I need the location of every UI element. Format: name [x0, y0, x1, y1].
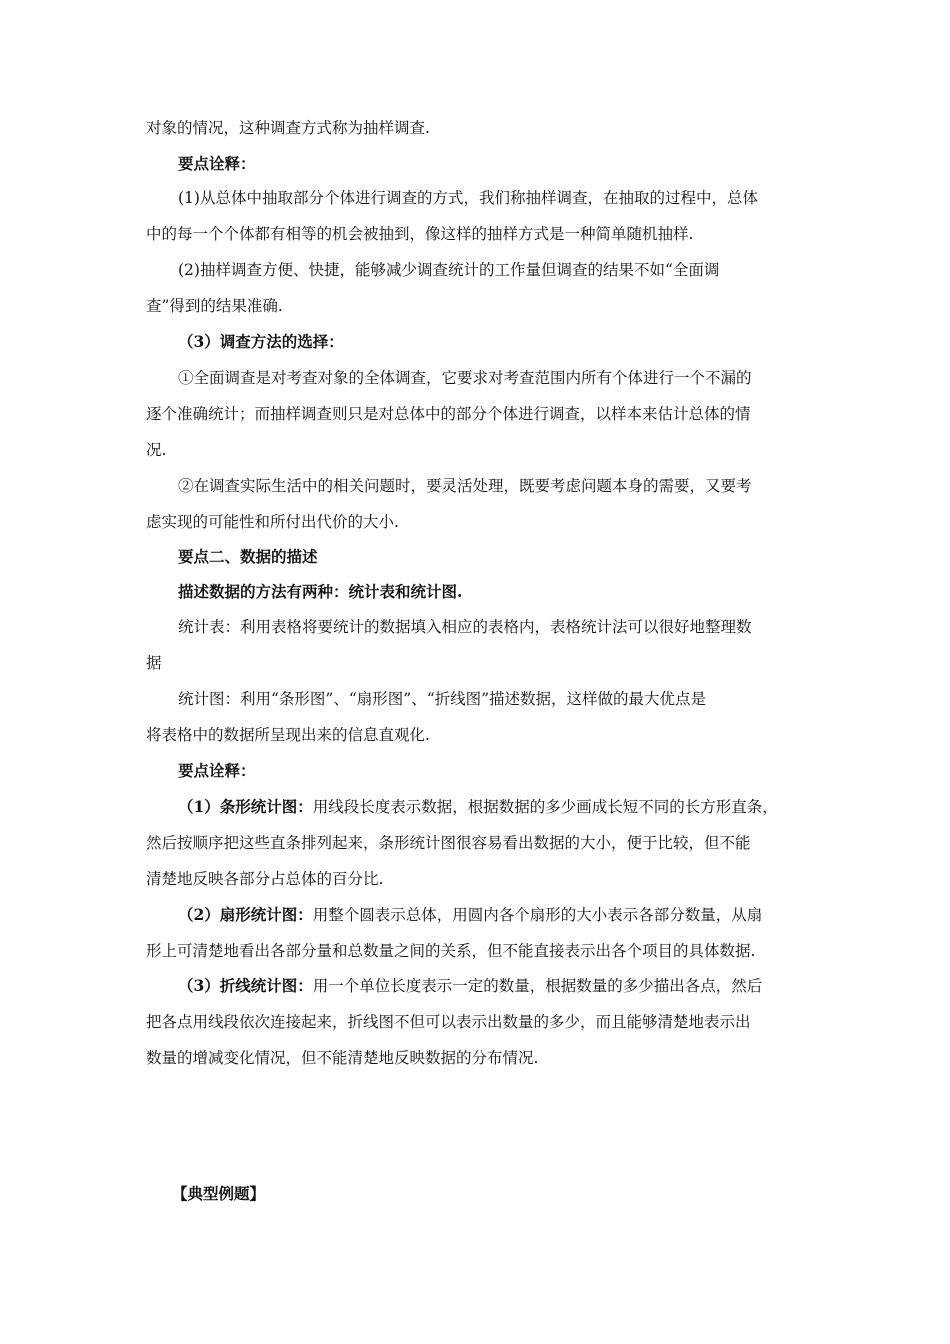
paragraph-line: ②在调查实际生活中的相关问题时，要灵活处理，既要考虑问题本身的需要，又要考	[178, 477, 752, 495]
pie-chart-term: （2）扇形统计图：	[178, 905, 313, 924]
paragraph-line: 清楚地反映各部分占总体的百分比.	[146, 870, 384, 888]
paragraph-line: 然后按顺序把这些直条排列起来，条形统计图很容易看出数据的大小，便于比较，但不能	[146, 834, 751, 852]
examples-heading: 【典型例题】	[172, 1184, 266, 1203]
method-choice-heading: （3）调查方法的选择：	[178, 332, 344, 351]
paragraph-line: 查”得到的结果准确.	[146, 297, 283, 315]
paragraph-line: 将表格中的数据所呈现出来的信息直观化.	[146, 726, 430, 744]
pie-chart-paragraph	[178, 905, 810, 925]
paragraph-line: 况.	[146, 441, 167, 459]
paragraph-line: 虑实现的可能性和所付出代价的大小.	[146, 513, 399, 531]
paragraph-line: (1)从总体中抽取部分个体进行调查的方式，我们称抽样调查，在抽取的过程中，总体	[178, 189, 758, 207]
section-heading: 要点二、数据的描述	[178, 547, 318, 566]
paragraph-line: (2)抽样调查方便、快捷，能够减少调查统计的工作量但调查的结果不如“全面调	[178, 261, 720, 279]
paragraph-line: 中的每一个个体都有相等的机会被抽到，像这样的抽样方式是一种简单随机抽样.	[146, 225, 694, 243]
pie-chart-description: 用整个圆表示总体，用圆内各个扇形的大小表示各部分数量，从扇	[312, 906, 763, 924]
line-chart-description: 用一个单位长度表示一定的数量，根据数量的多少描出各点，然后	[312, 977, 763, 995]
paragraph-line: 统计图：利用“条形图”、“扇形图”、“折线图”描述数据，这样做的最大优点是	[178, 690, 707, 708]
paragraph-line: 对象的情况，这种调查方式称为抽样调查.	[146, 119, 430, 137]
key-notes-heading: 要点诠释：	[178, 761, 256, 780]
key-notes-heading: 要点诠释：	[178, 154, 256, 173]
line-chart-paragraph	[178, 976, 810, 996]
line-chart-term: （3）折线统计图：	[178, 976, 313, 995]
paragraph-line: ①全面调查是对考查对象的全体调查，它要求对考查范围内所有个体进行一个不漏的	[178, 369, 752, 387]
bar-chart-description: 用线段长度表示数据，根据数据的多少画成长短不同的长方形直条，	[312, 798, 778, 816]
section-subheading: 描述数据的方法有两种：统计表和统计图.	[178, 582, 463, 601]
paragraph-line: 数量的增减变化情况，但不能清楚地反映数据的分布情况.	[146, 1049, 539, 1067]
bar-chart-term: （1）条形统计图：	[178, 797, 313, 816]
paragraph-line: 形上可清楚地看出各部分量和总数量之间的关系，但不能直接表示出各个项目的具体数据.	[146, 942, 756, 960]
paragraph-line: 统计表：利用表格将要统计的数据填入相应的表格内，表格统计法可以很好地整理数	[178, 618, 752, 636]
paragraph-line: 据	[146, 654, 162, 672]
paragraph-line: 把各点用线段依次连接起来，折线图不但可以表示出数量的多少，而且能够清楚地表示出	[146, 1013, 751, 1031]
paragraph-line: 逐个准确统计；而抽样调查则只是对总体中的部分个体进行调查，以样本来估计总体的情	[146, 405, 751, 423]
bar-chart-paragraph	[178, 797, 810, 817]
